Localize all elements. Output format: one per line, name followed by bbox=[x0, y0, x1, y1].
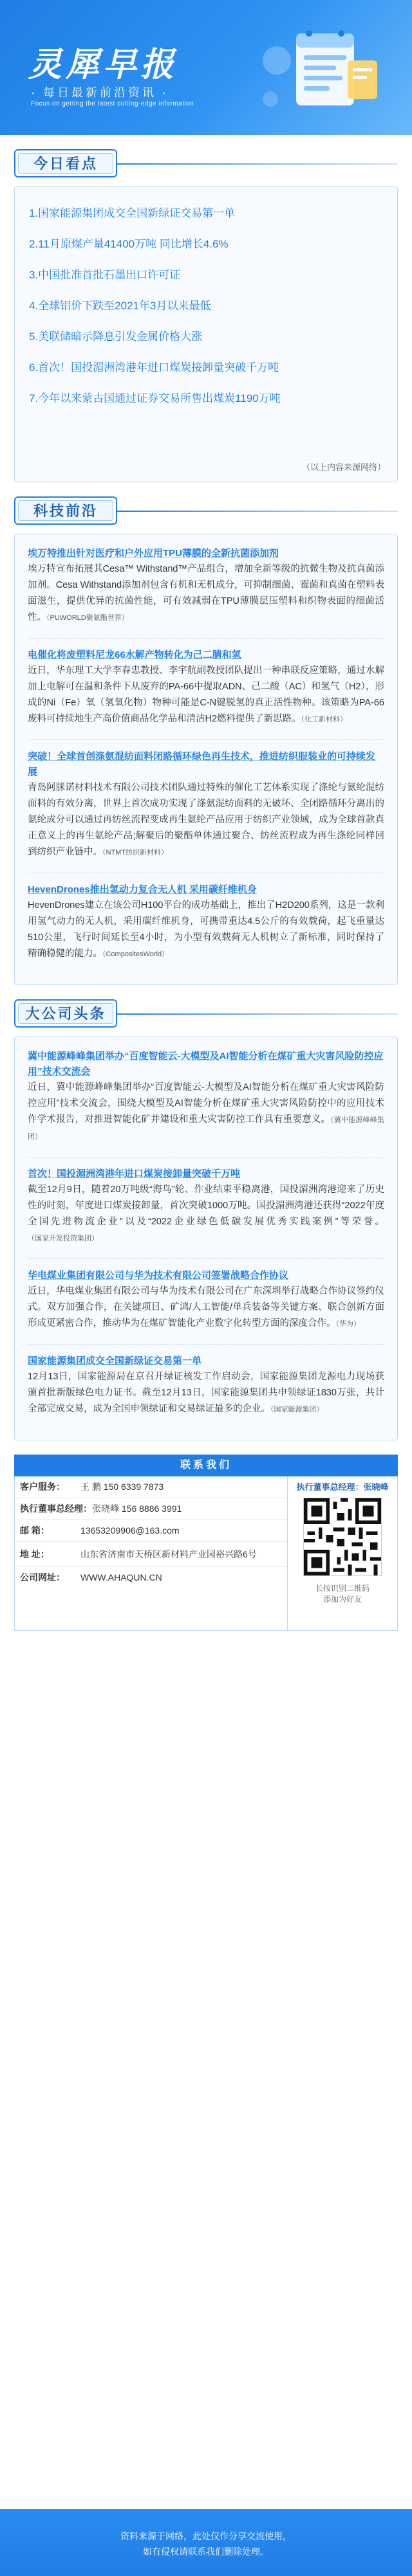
qr-title: 执行董事总经理：张晓峰 bbox=[296, 1482, 389, 1492]
contact-row bbox=[15, 1542, 287, 1567]
article-title[interactable]: 电催化将废塑料尼龙66水解产物转化为己二腈和氢 bbox=[28, 649, 241, 660]
contact-row bbox=[15, 1567, 287, 1588]
article bbox=[28, 882, 384, 963]
section-badge bbox=[14, 496, 117, 525]
qr-code-icon bbox=[303, 1498, 382, 1576]
article-body: 近日，华东理工大学李春忠教授、李宇航副教授团队提出一种串联反应策略，通过水解加上电解可在温和条件下从废弃的PA-66中提取ADN、己二酸（AC）和氢气（H2），形成的Ni（Fe）氧（氢氧化物）物种可能是C-N键脱氢的真正活性物种。该策略为PA-66废料可持续地生产高价值商品化学品和清洁H2燃料提供了新思路。 bbox=[28, 666, 384, 724]
article-source: （CompositesWorld） bbox=[102, 950, 169, 958]
contact-value: 张晓峰 156 8886 3991 bbox=[92, 1503, 182, 1514]
contact-row bbox=[15, 1498, 287, 1520]
section-divider-line bbox=[117, 511, 398, 512]
footer-line: 资料来源于网络，此处仅作分享交流使用， bbox=[120, 2531, 292, 2541]
qr-panel bbox=[288, 1476, 397, 1630]
section-divider-line bbox=[117, 163, 398, 165]
section-title-tech: 科技前沿 bbox=[18, 500, 113, 521]
article bbox=[28, 749, 384, 861]
headline-link[interactable]: 2.11月原煤产量41400万吨 同比增长4.6% bbox=[29, 238, 229, 250]
section-divider-line bbox=[117, 1013, 398, 1015]
contact-row bbox=[15, 1476, 287, 1498]
newsletter-subtitle: · 每日最新前沿资讯 · bbox=[31, 86, 169, 99]
article-divider bbox=[28, 1258, 384, 1259]
section-title-today: 今日看点 bbox=[18, 153, 113, 174]
article-divider bbox=[28, 739, 384, 740]
tech-articles-box bbox=[14, 534, 398, 985]
section-header-tech bbox=[0, 482, 412, 534]
article-body: 埃万特宣布拓展其Cesa™ Withstand™产品组合，增加全新等级的抗微生物及抗真菌添加剂。Cesa Withstand添加剂包含有机和无机成分，可抑制细菌、霉菌和真菌在塑料表面滋生，提供优异的抗菌性能，可有效减弱在TPU薄膜层压塑料和织物表面的细菌活性。 bbox=[28, 564, 384, 622]
company-articles-box bbox=[14, 1037, 398, 1440]
contact-value: 王 鹏 150 6339 7873 bbox=[80, 1482, 164, 1492]
footer-disclaimer bbox=[0, 2509, 412, 2576]
qr-caption: 长按识别二维码 bbox=[315, 1584, 370, 1593]
article-source: （国家能源集团） bbox=[270, 1406, 324, 1413]
source-note: （以上内容来源网络） bbox=[301, 462, 386, 472]
headline-link[interactable]: 6.首次！国投湄洲湾港年进口煤炭接卸量突破千万吨 bbox=[29, 361, 279, 374]
headline-link[interactable]: 4.全球铝价下跌至2021年3月以来最低 bbox=[29, 300, 211, 312]
contact-key: 地 址： bbox=[20, 1549, 50, 1559]
article-title[interactable]: 冀中能源峰峰集团举办“百度智能云-大模型及AI智能分析在煤矿重大灾害风险防控应用”技术交流会 bbox=[28, 1051, 384, 1077]
contact-row bbox=[15, 1520, 287, 1542]
header-banner bbox=[0, 0, 412, 135]
section-badge bbox=[14, 149, 117, 177]
headline-link[interactable]: 5.美联储暗示降息引发金属价格大涨 bbox=[29, 331, 203, 343]
section-header-today bbox=[0, 135, 412, 186]
headline-link[interactable]: 1.国家能源集团成交全国新绿证交易第一单 bbox=[29, 207, 236, 219]
article-source: （NTMT纺织新材料） bbox=[102, 849, 169, 857]
article-title[interactable]: 华电煤业集团有限公司与华为技术有限公司签署战略合作协议 bbox=[28, 1270, 289, 1281]
article-body: 截至12月9日，随着20万吨级“海鸟”轮、作业结束平稳离港，国投湄洲湾港迎来了历史性的时刻，年度进口煤炭接卸量，首次突破1000万吨。国投湄洲湾港还获得“2022年度全国先进物流企业”以及“2022企业绿色低碳发展优秀实践案例”等荣誉。 bbox=[28, 1184, 384, 1227]
article-source: （化工新材料） bbox=[301, 716, 348, 723]
newsletter-tagline: Focus on getting the latest cutting-edge information bbox=[31, 100, 194, 107]
article-body: 近日，华电煤业集团有限公司与华为技术有限公司在广东深圳举行战略合作协议签约仪式。双方加强合作，在关键项目、矿鸿/人工智能/单兵装备等关键方案、联合创新方面形成更紧密合作，推动华为在煤矿智能化产业数字化转型方面的深度合作。 bbox=[28, 1286, 384, 1329]
article-title[interactable]: 突破！全球首创涤氨混纺面料闭路循环绿色再生技术，推进纺织服装业的可持续发展 bbox=[28, 751, 376, 777]
article-title[interactable]: 首次！国投湄洲湾港年进口煤炭接卸量突破千万吨 bbox=[28, 1168, 241, 1179]
article-body: 青岛阿脒诺材料技术有限公司技术团队通过特殊的催化工艺体系实现了涤纶与氨纶混纺面料的有效分离，世界上首次成功实现了涤氨混纺面料的无破坏、全闭路循环分离出的氨纶成分可以通过再纺丝流程变成再生氨纶产品应用于纺织产业领域，成为全球首款真正意义上的再生氨纶产品;解聚后的聚酯单体通过聚合、纺丝流程成为再生涤纶同样回到纺织产业链中。 bbox=[28, 783, 384, 857]
newsletter-title: 灵犀早报 bbox=[28, 46, 178, 84]
article-divider bbox=[28, 638, 384, 639]
contact-website-link[interactable]: WWW.AHAQUN.CN bbox=[80, 1572, 162, 1583]
contact-email[interactable]: 13653209906@163.com bbox=[80, 1525, 180, 1536]
article-body: 12月13日，国家能源局在京召开绿证核发工作启动会，国家能源集团龙源电力现场获颁首批新版绿色电力证书。截至12月13日，国家能源集团共申领绿证1830万张，共计全部完成交易，成为全国申领绿证和交易绿证最多的企业。 bbox=[28, 1372, 384, 1414]
contact-value: 山东省济南市天桥区新材料产业园裕兴路6号 bbox=[80, 1549, 257, 1559]
article-divider bbox=[28, 1344, 384, 1345]
headline-link[interactable]: 7.今年以来蒙古国通过证券交易所售出煤炭1190万吨 bbox=[29, 392, 281, 404]
section-header-companies bbox=[0, 985, 412, 1037]
article-source: （国家开发投资集团） bbox=[28, 1235, 98, 1242]
contact-details bbox=[15, 1476, 288, 1630]
article-title[interactable]: HevenDrones推出氢动力复合无人机 采用碳纤维机身 bbox=[28, 884, 257, 895]
article-source: （PUWORLD聚氨酯世界） bbox=[46, 614, 129, 622]
today-headlines-box bbox=[14, 186, 398, 482]
article-source: （华为） bbox=[335, 1320, 360, 1328]
contact-key: 执行董事总经理： bbox=[20, 1503, 92, 1514]
qr-caption: 添加为好友 bbox=[323, 1595, 362, 1604]
article-body: 近日，冀中能源峰峰集团举办“百度智能云-大模型及AI智能分析在煤矿重大灾害风险防控应用”技术交流会，围绕大模型及AI智能分析在煤矿重大灾害风险防控中的应用技术作学术报告，对推进智能化矿井建设和重大灾害防控工作具有重要意义。 bbox=[28, 1082, 384, 1125]
article-title[interactable]: 国家能源集团成交全国新绿证交易第一单 bbox=[28, 1356, 202, 1366]
document-calendar-illustration bbox=[251, 22, 386, 118]
contact-key: 邮 箱： bbox=[20, 1525, 50, 1536]
article bbox=[28, 648, 384, 728]
footer-line: 如有侵权请联系我们删除处理。 bbox=[143, 2546, 269, 2557]
article-source: （冀中能源峰峰集团） bbox=[28, 1116, 385, 1141]
contact-table bbox=[14, 1476, 398, 1631]
article-title[interactable]: 埃万特推出针对医疗和户外应用TPU薄膜的全新抗菌添加剂 bbox=[28, 548, 279, 559]
headline-link[interactable]: 3.中国批准首批石墨出口许可证 bbox=[29, 269, 181, 281]
section-badge bbox=[14, 999, 117, 1028]
contact-heading: 联系我们 bbox=[14, 1455, 398, 1476]
contact-key: 公司网址： bbox=[20, 1572, 65, 1583]
article bbox=[28, 1268, 384, 1332]
article bbox=[28, 1354, 384, 1418]
article bbox=[28, 1049, 384, 1145]
article bbox=[28, 546, 384, 626]
contact-key: 客户服务： bbox=[20, 1482, 65, 1492]
section-title-companies: 大公司头条 bbox=[18, 1003, 113, 1024]
article bbox=[28, 1166, 384, 1247]
article-body: HevenDrones建立在该公司H100平台的成功基础上，推出了H2D200系列，这是一款利用氢气动力的无人机，采用碳纤维机身，可携带重达4.5公斤的有效载荷，起飞重量达510公里，飞行时间延长至4小时，为小型有效载荷无人机树立了新标准，同时保持了精确稳健的能力。 bbox=[28, 900, 384, 959]
